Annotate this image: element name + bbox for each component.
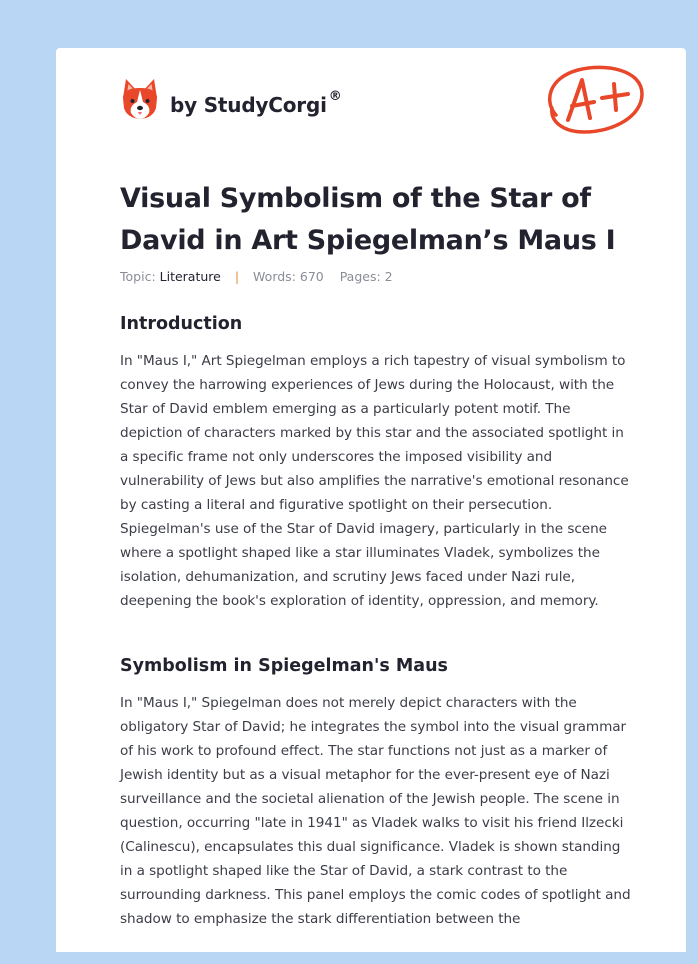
document-page: [56, 48, 686, 952]
studycorgi-logo[interactable]: [120, 74, 342, 124]
page-title: Visual Symbolism of the Star of David in Art Spiegelman’s Maus I: [120, 183, 616, 256]
section-paragraph-introduction: In "Maus I," Art Spiegelman employs a rich tapestry of visual symbolism to convey the harrowing experiences of Jews during the Holocaust, with the Star of David emblem emerging as a particularly potent motif. The depiction of characters marked by this star and the associated spotlight in a specific frame not only underscores the imposed visibility and vulnerability of Jews but also amplifies the narrative's emotional resonance by casting a literal and figurative spotlight on their persecution. Spiegelman's use of the Star of David imagery, particularly in the scene where a spotlight shaped like a star illuminates Vladek, symbolizes the isolation, dehumanization, and scrutiny Jews faced under Nazi rule, deepening the book's exploration of identity, oppression, and memory.: [120, 353, 629, 609]
page-count: Pages: 2: [339, 269, 393, 284]
logo-text: by StudyCorgi: [170, 93, 327, 117]
topic-link[interactable]: Literature: [159, 269, 221, 284]
section-paragraph-symbolism: In "Maus I," Spiegelman does not merely depict characters with the obligatory Star of David; he integrates the symbol into the visual grammar of his work to profound effect. The star functions not just as a marker of Jewish identity but as a visual metaphor for the ever-present eye of Nazi surveillance and the societal alienation of the Jewish people. The scene in question, occurring "late in 1941" as Vladek walks to visit his friend Ilzecki (Calinescu), encapsulates this dual significance. Vladek is shown standing in a spotlight shaped like the Star of David, a stark contrast to the surrounding darkness. This panel employs the comic codes of spotlight and shadow to emphasize the stark differentiation between the: [120, 695, 631, 927]
topic-label: Topic:: [120, 269, 156, 284]
article-meta: [120, 269, 393, 284]
meta-separator: |: [234, 269, 240, 284]
grade-a-plus-icon: [538, 60, 648, 140]
section-heading-symbolism: Symbolism in Spiegelman's Maus: [120, 656, 448, 676]
corgi-icon: [120, 76, 160, 122]
registered-mark: ®: [328, 89, 342, 104]
grade-badge: [538, 60, 648, 140]
section-heading-introduction: Introduction: [120, 314, 243, 334]
word-count: Words: 670: [253, 269, 324, 284]
